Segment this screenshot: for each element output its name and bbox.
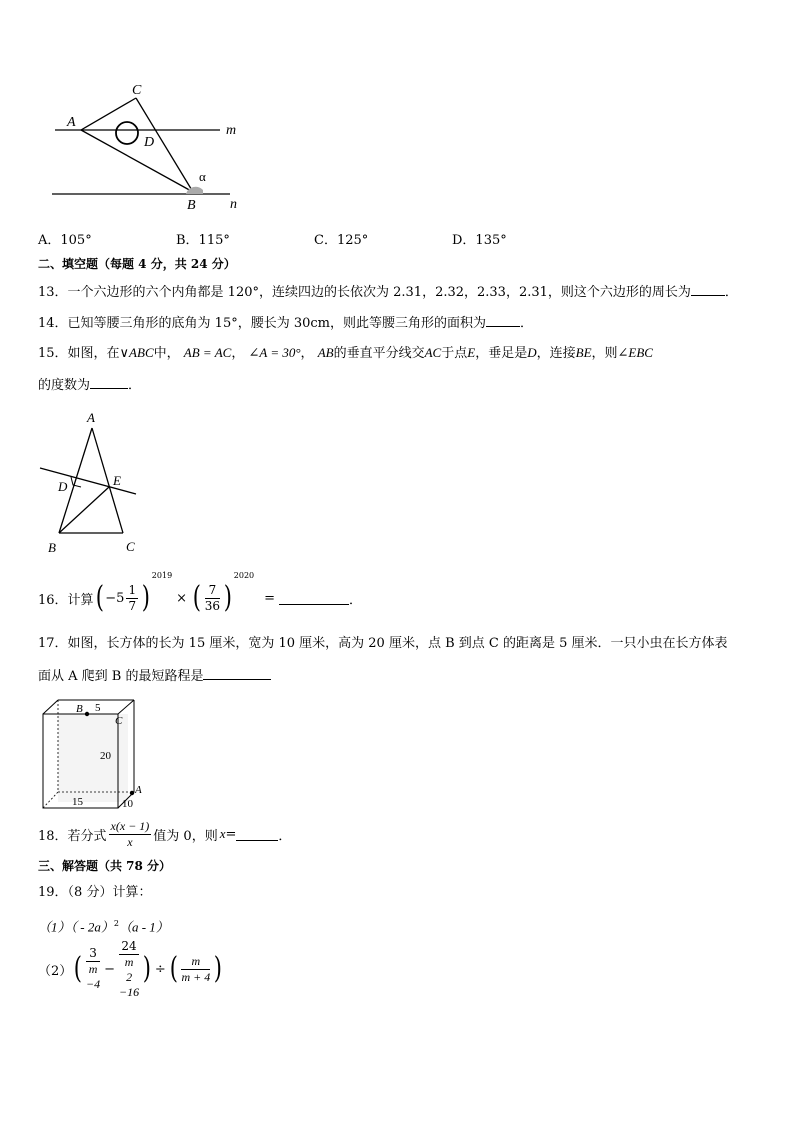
q14-text: 14．已知等腰三角形的底角为 15°，腰长为 30cm，则此等腰三角形的面积为 (38, 316, 486, 331)
q18-label: 18．若分式 (38, 828, 107, 844)
numerator: x(x − 1) (110, 818, 150, 833)
q19-1-rest: （a - 1） (118, 919, 169, 935)
denominator-exponent: −4 (86, 977, 101, 991)
q15-part: 中， (153, 346, 180, 361)
question-15-line2: 的度数为 ． (38, 375, 141, 395)
label-E: E (113, 473, 121, 488)
q15-be: BE (575, 345, 592, 360)
numerator: m (181, 954, 210, 970)
q15-part: ，连接 (536, 346, 576, 361)
q15-part: 的垂直平分线交 (333, 346, 425, 361)
q16-fraction-2 (205, 583, 220, 614)
figure-q12 (50, 78, 250, 213)
q13-answer-blank (691, 282, 725, 296)
label-n: n (230, 197, 237, 212)
question-17-line2 (38, 666, 271, 686)
q15-angle-ebc: ∠EBC (617, 345, 653, 360)
q19-1-exponent: 2 (113, 919, 119, 928)
question-15 (38, 344, 653, 363)
paren-open: ( (169, 951, 178, 986)
numerator: 3 (86, 946, 100, 962)
figure-q15 (35, 408, 145, 556)
q16-times: × (176, 590, 188, 606)
q16-equals: = (264, 590, 276, 606)
label-B: B (48, 540, 56, 555)
q15-triangle: ∨ABC (119, 345, 154, 360)
label-D: D (58, 479, 68, 494)
label-alpha: α (199, 169, 206, 184)
q18-fraction (109, 819, 152, 850)
q15-part: ， (231, 346, 245, 361)
label-A: A (135, 784, 142, 796)
q17-line2-text: 面从 A 爬到 B 的最短路程是 (38, 669, 204, 684)
question-19: 19．（8 分）计算： (38, 885, 152, 900)
choice-a: A．105° (38, 233, 92, 248)
paren-open: ( (95, 580, 104, 615)
q16-exponent-2: 2020 (233, 571, 255, 580)
q18-equals: = (225, 826, 237, 842)
numerator: 7 (205, 583, 220, 599)
q15-ab: AB (317, 345, 334, 360)
q16-fraction-1 (126, 583, 138, 614)
question-17: 17．如图，长方体的长为 15 厘米，宽为 10 厘米，高为 20 厘米，点 B 到点 C 的距离是 5 厘米．一只小虫在长方体表 (38, 636, 728, 651)
label-20: 20 (100, 750, 111, 762)
paren-close: ) (223, 580, 233, 615)
denominator: m + 4 (181, 969, 211, 984)
q18-answer-blank (236, 827, 278, 841)
label-C: C (126, 539, 135, 554)
question-18: 18．若分式 $\frac{x(x - 1)}{x}$ 值为 0，则 x = ． (38, 818, 292, 849)
q15-ac: AC (424, 345, 442, 360)
q19-2-minus: − (104, 961, 116, 977)
label-A: A (87, 410, 95, 425)
denominator (119, 955, 139, 1000)
paren-close: ) (141, 580, 151, 615)
denominator-exponent: 2 (126, 969, 133, 984)
q15-part: 15．如图，在 (38, 346, 120, 361)
q14-answer-blank (486, 313, 520, 327)
denominator-base: m (124, 954, 134, 969)
denominator: x (127, 834, 133, 849)
denominator: 7 (128, 598, 137, 613)
q18-variable: x (219, 826, 226, 841)
denominator (86, 962, 100, 992)
section-fill-in-title: 二、填空题（每题 4 分，共 24 分） (38, 257, 236, 271)
question-13: 13．一个六边形的六个内角都是 120°，连续四边的长依次为 2.31，2.32，2.33，2.31，则这个六边形的周长为 ． (38, 282, 738, 302)
q15-line2-text: 的度数为 (38, 378, 91, 393)
q19-1-base: （1）（ - 2a） (38, 919, 114, 935)
paren-open: ( (192, 580, 202, 615)
denominator-rest: −16 (119, 984, 140, 999)
q18-text: 值为 0，则 (153, 828, 218, 844)
label-A: A (67, 115, 76, 130)
q17-answer-blank (203, 666, 271, 680)
label-m: m (226, 123, 237, 138)
denominator: 36 (204, 598, 221, 613)
question-14: 14．已知等腰三角形的底角为 15°，腰长为 30cm，则此等腰三角形的面积为 ． (38, 313, 533, 333)
paren-close: ) (213, 951, 223, 986)
q19-2-fraction-3 (181, 954, 210, 985)
numerator: 24 (119, 939, 139, 955)
q16-exponent-1: 2019 (151, 571, 173, 580)
q15-equation: AB = AC (183, 345, 232, 360)
label-B: B (187, 198, 196, 213)
q19-2-fraction-1 (86, 946, 100, 992)
figure-q17 (38, 694, 148, 812)
q15-part: ， (300, 346, 314, 361)
q15-angle: ∠A = 30° (248, 345, 301, 360)
q15-part: ，则 (591, 346, 618, 361)
label-10: 10 (122, 798, 133, 810)
q15-answer-blank (90, 375, 128, 389)
label-15: 15 (72, 796, 83, 808)
label-D: D (144, 135, 155, 150)
q15-e: E (467, 345, 476, 360)
choice-c: C．125° (314, 233, 369, 248)
q13-text: 13．一个六边形的六个内角都是 120°，连续四边的长依次为 2.31，2.32，2.33，2.31，则这个六边形的周长为 (38, 285, 691, 300)
choice-b: B．115° (176, 233, 230, 248)
q16-label: 16．计算 (38, 592, 94, 608)
numerator: 1 (128, 582, 137, 597)
q19-2-label: （2） (38, 963, 73, 979)
denominator-base: m (88, 962, 98, 976)
q15-part: ，垂足是 (475, 346, 528, 361)
q15-part: 于点 (441, 346, 468, 361)
q15-d: D (527, 345, 537, 360)
question-19-2 (38, 938, 224, 999)
section-answer-title: 三、解答题（共 78 分） (38, 859, 172, 873)
paren-close: ) (142, 951, 152, 986)
q19-2-fraction-2 (119, 939, 139, 1000)
choice-d: D．135° (452, 233, 507, 248)
q19-2-divide: ÷ (154, 961, 166, 977)
paren-open: ( (74, 951, 83, 986)
q16-integer: −5 (105, 590, 125, 606)
label-5: 5 (95, 702, 101, 714)
q16-answer-blank (279, 591, 349, 605)
question-16: 16．计算 ( −5 $\frac{1}{7}$ ) 2019 × ( $\frac{7}{36}$ ) 2020 = ． (38, 571, 363, 615)
label-B: B (76, 703, 83, 715)
label-C: C (132, 83, 142, 98)
question-19-1 (38, 915, 169, 937)
label-C: C (115, 715, 123, 727)
